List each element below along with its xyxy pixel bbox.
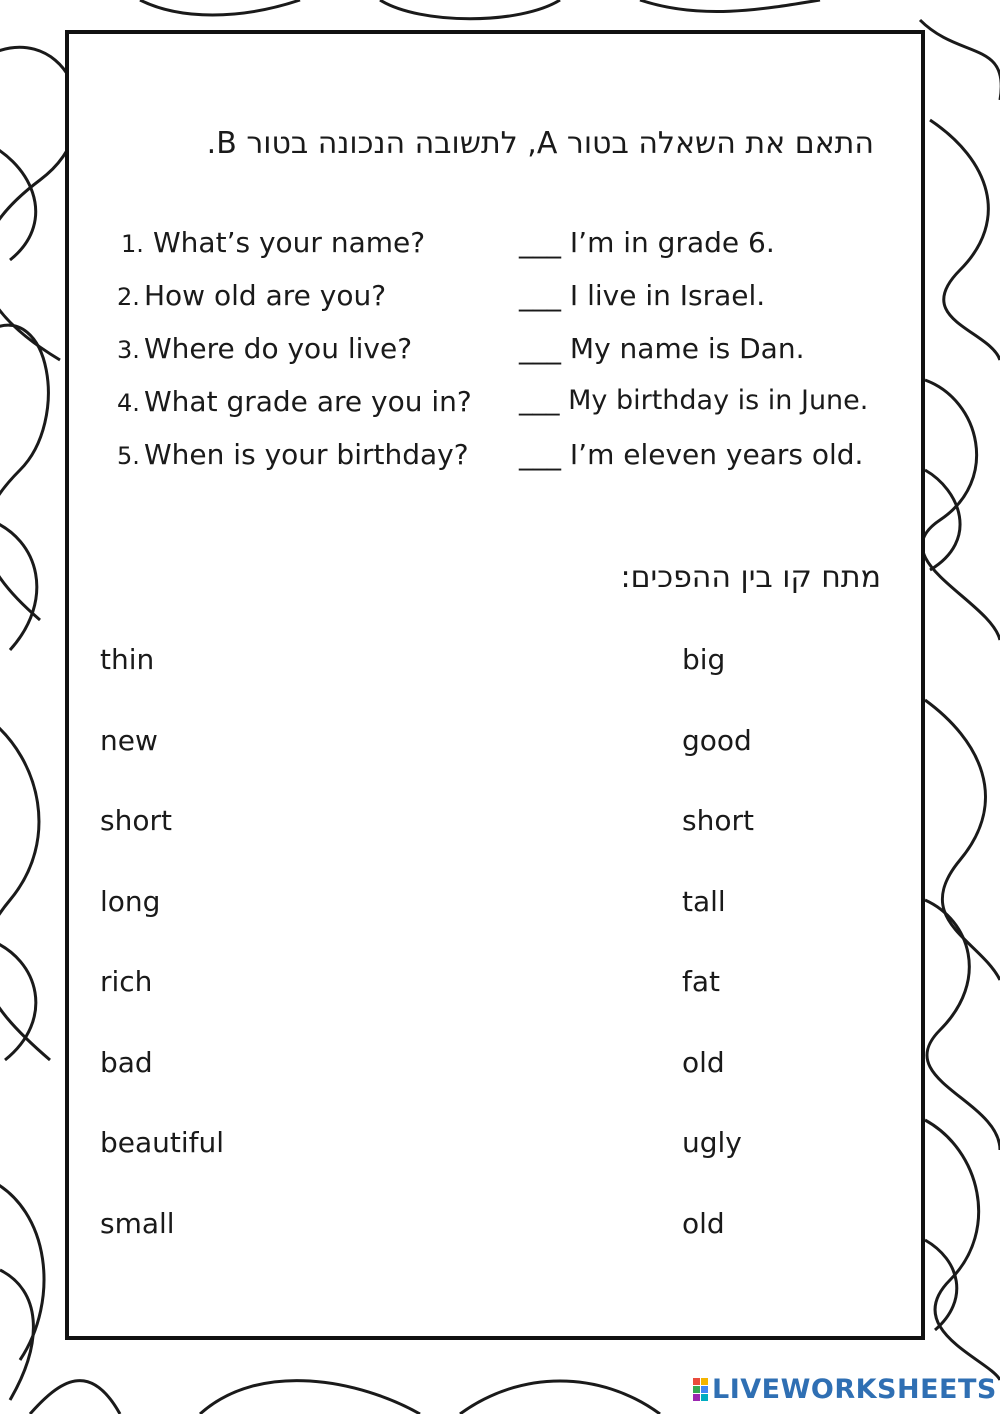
left-word[interactable]: rich [100,965,153,998]
left-word[interactable]: long [100,885,161,918]
right-word[interactable]: big [682,643,726,676]
answer-blank[interactable]: ___ [519,438,561,471]
answer-blank[interactable]: ___ [519,385,560,416]
question-text: How old are you? [144,279,387,312]
left-word[interactable]: short [100,804,172,837]
answer-text: I’m in grade 6. [569,226,775,259]
right-word[interactable]: short [682,804,754,837]
question-number: 2. [117,283,140,311]
question-number: 1. [121,230,144,258]
question-text: What’s your name? [153,226,426,259]
right-word[interactable]: tall [682,885,726,918]
liveworksheets-watermark [693,1374,997,1404]
answer-2 [519,279,765,312]
answer-blank[interactable]: ___ [519,279,561,312]
answer-text: I live in Israel. [569,279,766,312]
left-word[interactable]: bad [100,1046,153,1079]
answer-text: My name is Dan. [569,332,805,365]
answer-blank[interactable]: ___ [519,332,561,365]
match-instructions: התאם את השאלה בטור A, לתשובה הנכונה בטור B. [206,126,874,161]
question-number: 5. [117,442,140,470]
left-word[interactable]: thin [100,643,155,676]
answer-5 [519,438,863,471]
question-text: Where do you live? [144,332,413,365]
answer-4 [519,385,868,416]
watermark-text: LIVEWORKSHEETS [712,1373,997,1405]
right-word[interactable]: old [682,1046,725,1079]
left-word[interactable]: beautiful [100,1126,225,1159]
question-number: 3. [117,336,140,364]
left-word[interactable]: new [100,724,158,757]
answer-3 [519,332,804,365]
right-word[interactable]: old [682,1207,725,1240]
worksheet-page [65,30,925,1340]
right-word[interactable]: good [682,724,752,757]
answer-blank[interactable]: ___ [519,226,561,259]
right-word[interactable]: fat [682,965,720,998]
left-word[interactable]: small [100,1207,175,1240]
answer-text: My birthday is in June. [568,385,869,416]
right-word[interactable]: ugly [682,1126,742,1159]
liveworksheets-logo-icon [693,1378,708,1401]
answer-1 [519,226,775,259]
question-number: 4. [117,389,140,417]
question-text: What grade are you in? [144,385,472,418]
question-text: When is your birthday? [144,438,469,471]
answer-text: I’m eleven years old. [569,438,864,471]
opposites-instructions: מתח קו בין ההפכים: [620,560,881,595]
